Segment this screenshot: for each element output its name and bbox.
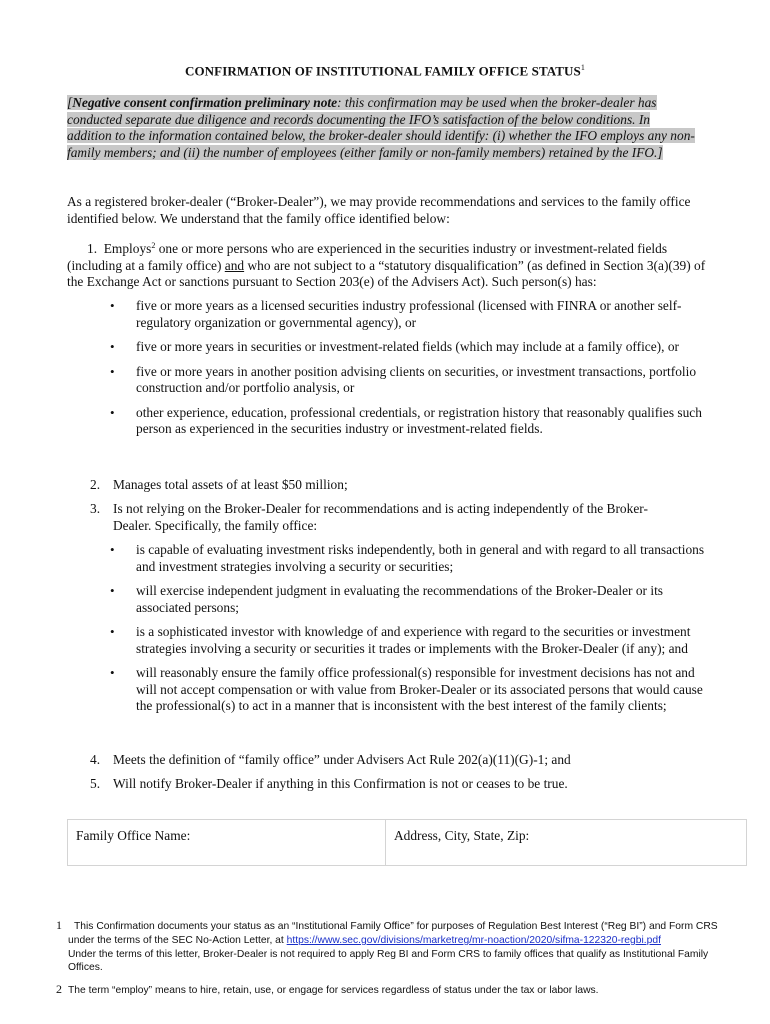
title-footnote-ref: 1 bbox=[580, 63, 585, 72]
sec-no-action-letter-link[interactable]: https://www.sec.gov/divisions/marketreg/mr-noaction/2020/sifma-122320-regbi.pdf bbox=[286, 934, 661, 946]
list-item: • is a sophisticated investor with knowledge of and experience with regard to the securities or investment strategies involving a security or securities it trades or implements with the Broker-Dealer (if any); and bbox=[108, 624, 708, 657]
family-office-name-field[interactable] bbox=[68, 820, 386, 865]
title-text: CONFIRMATION OF INSTITUTIONAL FAMILY OFFICE STATUS bbox=[184, 63, 581, 79]
list-item: • other experience, education, professional credentials, or registration history that reasonably qualifies such person as experienced in the securities industry or investment-related fields. bbox=[108, 405, 708, 438]
list-item: • will exercise independent judgment in evaluating the recommendations of the Broker-Dealer or its associated persons; bbox=[108, 583, 708, 616]
family-office-name-label: Family Office Name: bbox=[76, 828, 191, 843]
item-4: 4. Meets the definition of “family office” under Advisers Act Rule 202(a)(11)(G)-1; and bbox=[90, 752, 571, 767]
item-3-bullets bbox=[108, 542, 708, 723]
item-1-bullets bbox=[108, 298, 708, 446]
item-3: 3. Is not relying on the Broker-Dealer for recommendations and is acting independently of the Broker-Dealer. Specifically, the family office: bbox=[90, 501, 648, 533]
preliminary-note: [Negative consent confirmation preliminary note: this confirmation may be used when the broker-dealer has conducted separate due diligence and records documenting the IFO’s satisfaction of the below conditions. In addition to the information contained below, the broker-dealer should identify: (i) whether the IFO employs any non-family members; and (ii) the number of employees (either family or non-family members) retained by the IFO.] bbox=[67, 95, 695, 160]
address-label: Address, City, State, Zip: bbox=[394, 828, 530, 843]
list-item: • is capable of evaluating investment risks independently, both in general and with regard to all transactions and investment strategies involving a security or securities; bbox=[108, 542, 708, 575]
document-title bbox=[0, 63, 770, 79]
list-item: • will reasonably ensure the family office professional(s) responsible for investment decisions has not and will not accept compensation or with value from Broker-Dealer or its associated persons that would cause the professional(s) to act in a manner that is inconsistent with the best interest of the family clients; bbox=[108, 665, 708, 715]
list-item: • five or more years as a licensed securities industry professional (licensed with FINRA or another self-regulatory organization or governmental agency), or bbox=[108, 298, 708, 331]
family-office-info-table bbox=[67, 819, 747, 866]
item-1: 1. Employs$^2$ one or more persons who are experienced in the securities industry or investment-related fields (including at a family office) and who are not subject to a “statutory disqualification” (as defined in Section 3(a)(39) of the Exchange Act or sanctions pursuant to Section 203(e) of the Advisers Act). Such person(s) has: bbox=[67, 241, 706, 289]
list-item: • five or more years in another position advising clients on securities, or investment transactions, portfolio construction and/or portfolio analysis, or bbox=[108, 364, 708, 397]
footnote-2: 2 The term “employ” means to hire, retain, use, or engage for services regardless of status under the tax or labor laws. bbox=[56, 982, 599, 996]
note-heading: Negative consent confirmation preliminary note bbox=[72, 95, 338, 110]
intro-paragraph: As a registered broker-dealer (“Broker-Dealer”), we may provide recommendations and services to the family office identified below. We understand that the family office identified below: bbox=[67, 194, 691, 226]
address-field[interactable] bbox=[386, 820, 746, 865]
footnote-1: 1 This Confirmation documents your status as an “Institutional Family Office” for purposes of Regulation Best Interest (“Reg BI”) and Form CRS under the terms of the SEC No-Action Letter, at https://www.sec.gov/divisions/marketreg/mr-noaction/2020/sifma-122320-regbi.pdf Under the terms of this letter, Broker-Dealer is not required to apply Reg BI and Form CRS to family offices that qualify as Institutional Family Offices. bbox=[56, 918, 718, 974]
item-5: 5. Will notify Broker-Dealer if anything in this Confirmation is not or ceases to be true. bbox=[90, 776, 568, 791]
item-2: 2. Manages total assets of at least $50 million; bbox=[90, 477, 348, 492]
note-text: : this confirmation may be used when the broker-dealer has conducted separate due diligence and records documenting the IFO’s satisfaction of the below conditions. In addition to the information contained below, the broker-dealer should identify: (i) whether the IFO employs any non-family members; and (ii) the number of employees (either family or non-family members) retained by the IFO. bbox=[67, 95, 695, 160]
list-item: • five or more years in securities or investment-related fields (which may include at a family office), or bbox=[108, 339, 708, 356]
